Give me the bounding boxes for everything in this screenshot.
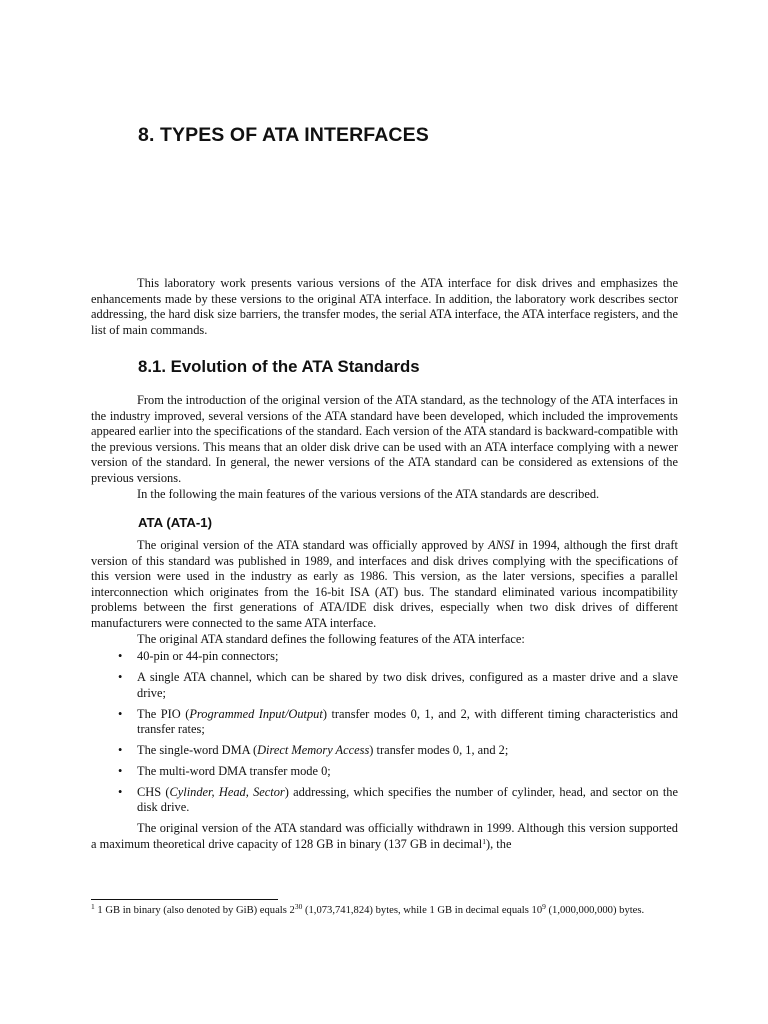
text-run: 1 GB in binary (also denoted by GiB) equals 2 [94, 905, 295, 916]
italic-term: ANSI [488, 538, 515, 552]
footnote-separator [91, 899, 278, 900]
section-paragraph-2: In the following the main features of the various versions of the ATA standards are described. [137, 486, 600, 501]
text-run: ), the [485, 836, 512, 851]
intro-block [91, 276, 678, 338]
list-item [91, 707, 678, 738]
footnote [91, 904, 678, 918]
list-item [91, 649, 678, 665]
intro-paragraph: This laboratory work presents various versions of the ATA interface for disk drives and emphasizes the enhancements made by these versions to the original ATA interface. In addition, the laboratory work describes sector addressing, the hard disk size barriers, the transfer modes, the serial ATA interface, the ATA interface registers, and the list of main commands. [91, 276, 678, 337]
text-run: ) transfer modes 0, 1, and 2; [369, 743, 509, 758]
exponent: 9 [542, 902, 546, 911]
features-list [91, 649, 678, 816]
text-run: A single ATA channel, which can be shared by two disk drives, configured as a master drive and a slave drive; [137, 670, 678, 700]
italic-term: Direct Memory Access [257, 743, 370, 758]
footnote-reference: 1 [482, 836, 486, 846]
bullet-icon: • [118, 670, 123, 685]
italic-term: Cylinder, Head, Sector [169, 784, 285, 799]
text-run: CHS ( [137, 784, 170, 799]
list-item [91, 785, 678, 816]
text-run: 40-pin or 44-pin connectors; [137, 649, 279, 664]
bullet-icon: • [118, 706, 123, 721]
text-run: The PIO ( [137, 706, 190, 721]
chapter-title: 8. TYPES OF ATA INTERFACES [138, 124, 429, 146]
italic-term: Programmed Input/Output [189, 706, 323, 721]
text-run: The original version of the ATA standard was officially approved by [137, 538, 489, 552]
text-run: in 1994, although the first draft version of this standard was published in 1989, and interfaces and disk drives complying with the specifications of this version were used in the industry as early as 1986. This version, as the later versions, specifies a parallel interconnection which originates from the 16-bit ISA (AT) bus. The standard eliminated various incompatibility problems between the first generations of ATA/IDE disk drives, especially when two disk drives of different manufacturers were connected to the same ATA interface. [91, 538, 678, 630]
exponent: 30 [294, 902, 303, 911]
ata1-paragraph-1 [91, 538, 678, 632]
text-run: The original version of the ATA standard was officially withdrawn in 1999. Although this version supported a maximum theoretical drive capacity of 128 GB in binary (137 GB in decimal [91, 821, 678, 851]
text-run: (1,073,741,824) bytes, while 1 GB in decimal equals 10 [302, 905, 543, 916]
text-run: ) transfer modes 0, 1, and 2, with different timing characteristics and transfer rates; [137, 706, 678, 737]
section-paragraph-1: From the introduction of the original version of the ATA standard, as the technology of the ATA interfaces in the industry improved, several versions of the ATA standard have been developed, which included the improvements appeared earlier into the specifications of the standard. Each version of the ATA standard is backward-compatible with the previous versions. This means that an older disk drive can be used with an ATA interface complying with a newer version of the standard. In general, the newer versions of the ATA standard can be considered as extensions of the previous versions. [91, 393, 679, 485]
text-run: The single-word DMA ( [137, 743, 258, 758]
text-run: The multi-word DMA transfer mode 0; [137, 763, 331, 778]
text-run: (1,000,000,000) bytes. [545, 905, 645, 916]
section-evolution-body [91, 393, 678, 502]
footnote-mark: 1 [91, 902, 95, 911]
list-item [91, 764, 678, 780]
list-item [91, 670, 678, 701]
text-run: ) addressing, which specifies the number of cylinder, head, and sector on the disk drive. [137, 784, 679, 815]
section-title: 8.1. Evolution of the ATA Standards [138, 357, 420, 376]
bullet-icon: • [118, 784, 123, 799]
bullet-icon: • [118, 649, 123, 664]
bullet-icon: • [118, 743, 123, 758]
bullet-icon: • [118, 763, 123, 778]
subsection-title: ATA (ATA-1) [138, 515, 212, 530]
list-item [91, 743, 678, 759]
subsection-ata1-body [91, 538, 678, 852]
ata1-paragraph-2: The original ATA standard defines the following features of the ATA interface: [137, 631, 525, 646]
ata1-paragraph-3 [91, 821, 678, 852]
